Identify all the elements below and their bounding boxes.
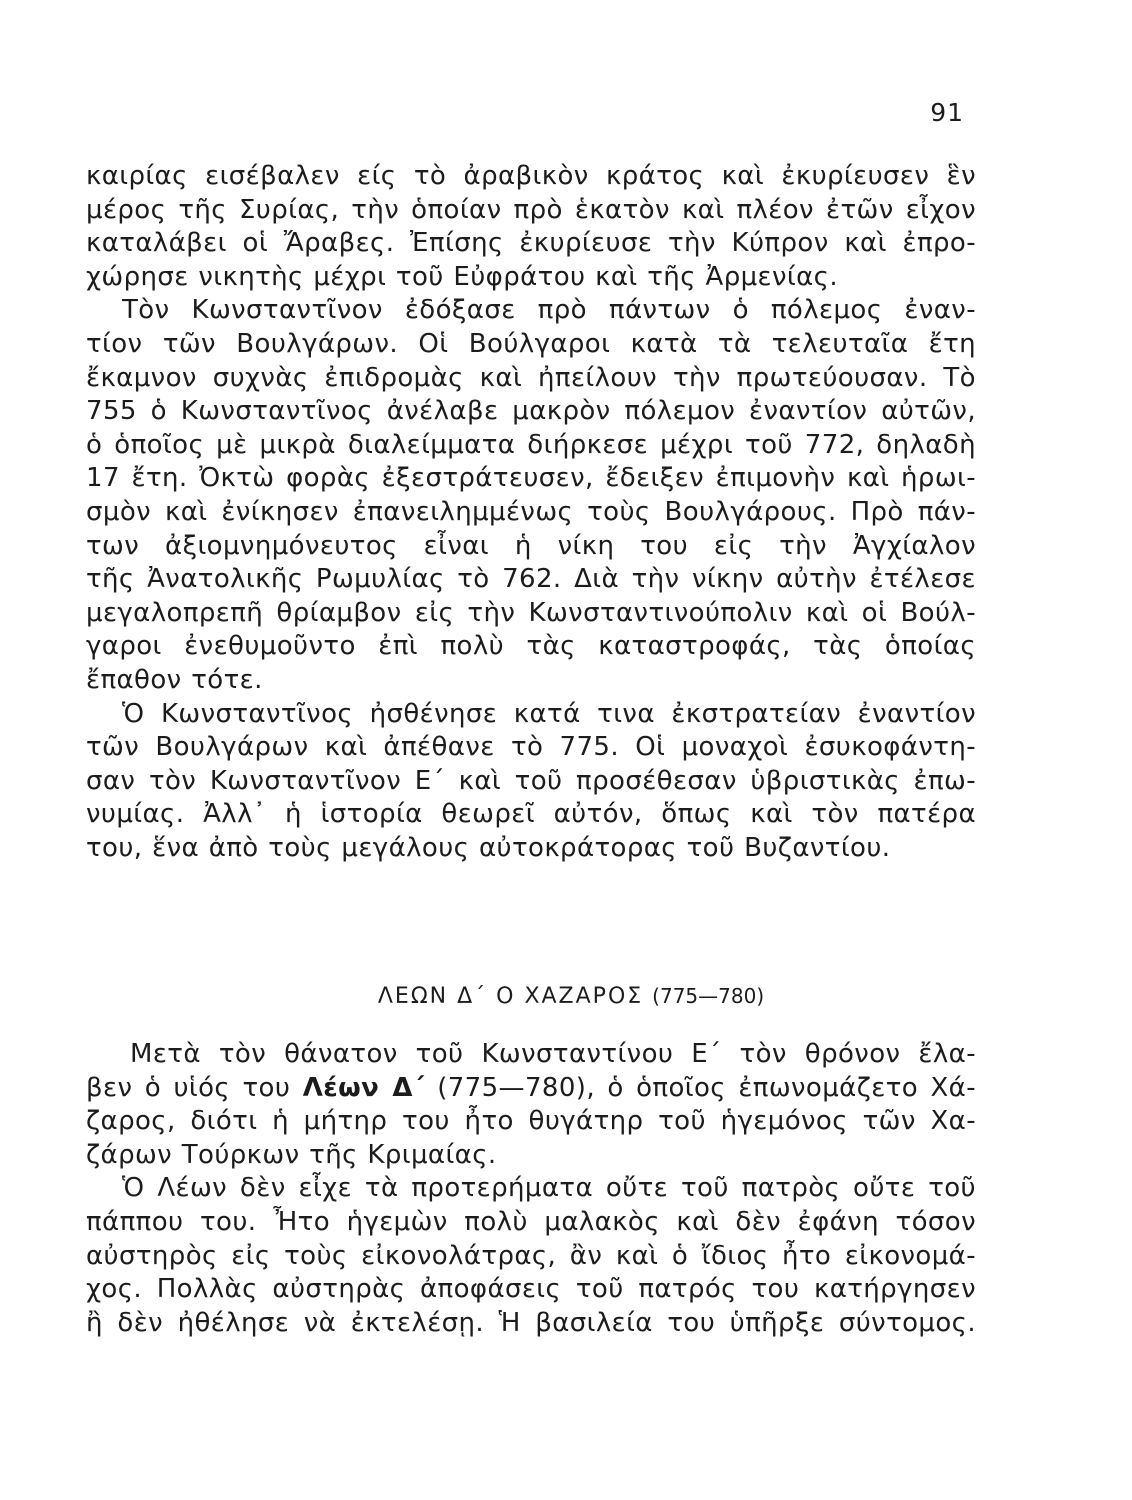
page-number: 91 bbox=[930, 98, 964, 127]
text-line: νυμίας. Ἀλλ᾽ ἡ ἱστορία θεωρεῖ αὐτόν, ὅπως καὶ τὸν πατέρα bbox=[86, 799, 976, 830]
text-line: Μετὰ τὸν θάνατον τοῦ Κωνσταντίνου Ε΄ τὸν θρόνον ἔλα- bbox=[130, 1039, 976, 1069]
text-line: ἔπαθον τότε. bbox=[86, 664, 263, 695]
text-line: Ὁ Λέων δὲν εἶχε τὰ προτερήματα οὔτε τοῦ πατρὸς οὔτε τοῦ bbox=[122, 1173, 976, 1204]
text-line: μέρος τῆς Συρίας, τὴν ὁποίαν πρὸ ἑκατὸν καὶ πλέον ἐτῶν εἶχον bbox=[86, 194, 976, 225]
text-line: πάππου του. Ἦτο ἡγεμὼν πολὺ μαλακὸς καὶ δὲν ἐφάνη τόσον bbox=[86, 1206, 976, 1237]
section-heading-title: ΛΕΩΝ Δ΄ Ο ΧΑΖΑΡΟΣ bbox=[377, 984, 644, 1009]
text-line: τίον τῶν Βουλγάρων. Οἱ Βούλγαροι κατὰ τὰ τελευταῖα ἔτη bbox=[86, 328, 976, 359]
section-heading-years: (775—780) bbox=[652, 984, 765, 1008]
text-span: βεν ὁ υἱός του bbox=[86, 1072, 291, 1103]
text-block-leon bbox=[86, 1038, 976, 1340]
text-line: αὐστηρὸς εἰς τοὺς εἰκονολάτρας, ἂν καὶ ὁ ἴδιος ἦτο εἰκονομά- bbox=[86, 1240, 976, 1271]
text-line: ζαρος, διότι ἡ μήτηρ του ἦτο θυγάτηρ τοῦ ἡγεμόνος τῶν Χα- bbox=[86, 1106, 976, 1137]
text-line: καιρίας εισέβαλεν είς τὸ ἀραβικὸν κράτος καὶ ἐκυρίευσεν ἓν bbox=[86, 161, 976, 191]
text-line: των ἀξιομνημόνευτος εἶναι ἡ νίκη του εἰς τὴν Ἀγχίαλον bbox=[86, 530, 976, 561]
text-line: τῆς Ἀνατολικῆς Ρωμυλίας τὸ 762. Διὰ τὴν νίκην αὐτὴν ἐτέλεσε bbox=[86, 564, 976, 595]
text-line: καταλάβει οἱ Ἄραβες. Ἐπίσης ἐκυρίευσε τὴν Κύπρον καὶ ἐπρο- bbox=[86, 228, 976, 259]
text-span: (775—780), ὁ ὁποῖος ἐπωνομάζετο Χά- bbox=[437, 1072, 976, 1103]
text-line: σαν τὸν Κωνσταντῖνον Ε΄ καὶ τοῦ προσέθεσαν ὑβριστικὰς ἐπω- bbox=[86, 765, 976, 796]
text-line: 755 ὁ Κωνσταντῖνος ἀνέλαβε μακρὸν πόλεμον ἐναντίον αὐτῶν, bbox=[86, 396, 976, 427]
text-line: τῶν Βουλγάρων καὶ ἀπέθανε τὸ 775. Οἱ μοναχοὶ ἐσυκοφάντη- bbox=[86, 732, 976, 763]
text-line: ἢ δὲν ἠθέλησε νὰ ἐκτελέσῃ. Ἡ βασιλεία του ὑπῆρξε σύντομος. bbox=[86, 1307, 976, 1338]
emphasis-name: Λέων Δ΄ bbox=[302, 1072, 425, 1103]
text-block-konstantinos bbox=[86, 160, 976, 865]
text-line: χος. Πολλὰς αὐστηρὰς ἀποφάσεις τοῦ πατρός του κατήργησεν bbox=[86, 1274, 976, 1305]
section-heading bbox=[0, 984, 1132, 1009]
text-line: Τὸν Κωνσταντῖνον ἐδόξασε πρὸ πάντων ὁ πόλεμος ἐναν- bbox=[122, 295, 976, 326]
text-line: 17 ἔτη. Ὀκτὼ φορὰς ἐξεστράτευσεν, ἔδειξεν ἐπιμονὴν καὶ ἡρωι- bbox=[86, 463, 976, 494]
text-line: ἔκαμνον συχνὰς ἐπιδρομὰς καὶ ἠπείλουν τὴν πρωτεύουσαν. Τὸ bbox=[86, 362, 976, 393]
text-line: χώρησε νικητὴς μέχρι τοῦ Εὐφράτου καὶ τῆς Ἀρμενίας. bbox=[86, 261, 838, 292]
text-line: μεγαλοπρεπῆ θρίαμβον εἰς τὴν Κωνσταντινούπολιν καὶ οἱ Βούλ- bbox=[86, 597, 976, 628]
text-line: του, ἕνα ἀπὸ τοὺς μεγάλους αὐτοκράτορας τοῦ Βυζαντίου. bbox=[86, 832, 891, 863]
text-line: Ὁ Κωνσταντῖνος ἠσθένησε κατά τινα ἐκστρατείαν ἐναντίον bbox=[122, 698, 976, 729]
text-line: σμὸν καὶ ἐνίκησεν ἐπανειλημμένως τοὺς Βουλγάρους. Πρὸ πάν- bbox=[86, 496, 976, 527]
text-line: γαροι ἐνεθυμοῦντο ἐπὶ πολὺ τὰς καταστροφάς, τὰς ὁποίας bbox=[86, 631, 976, 662]
text-line bbox=[86, 1072, 976, 1106]
text-line: ζάρων Τούρκων τῆς Κριμαίας. bbox=[86, 1139, 497, 1170]
text-line: ὁ ὁποῖος μὲ μικρὰ διαλείμματα διήρκεσε μέχρι τοῦ 772, δηλαδὴ bbox=[86, 429, 976, 460]
